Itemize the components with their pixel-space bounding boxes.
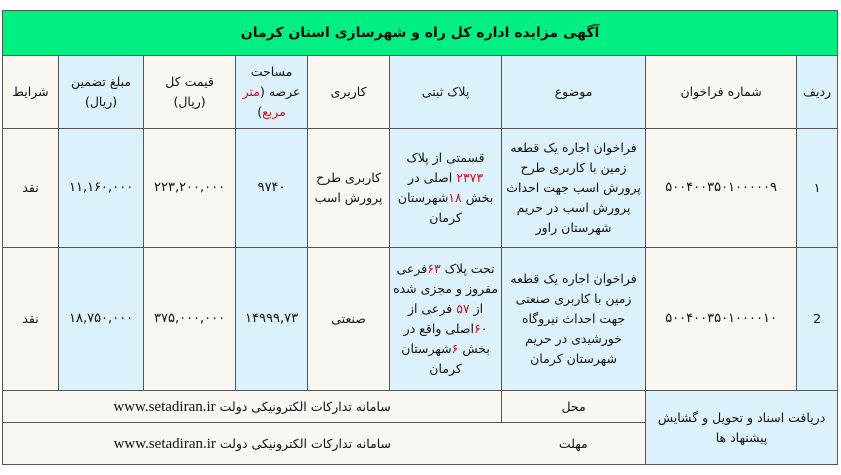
plaque-number: ۵۷ [456, 301, 470, 316]
place-text: سامانه تدارکات الکترونیکی دولت [219, 398, 391, 414]
deposit-unit: (ریال) [84, 94, 118, 109]
deposit: ۱۱,۱۶۰,۰۰۰ [59, 129, 144, 248]
table-row [3, 248, 838, 391]
header-total-price [144, 56, 236, 129]
plaque-text: شهرستان کرمان [397, 190, 462, 225]
plaque-text: فرعی از [407, 301, 457, 316]
subject: فراخوان اجاره یک قطعه زمین با کاربری طرح پرورش اسب جهت احداث پرورش اسب در حریم شهرستان راور [502, 129, 646, 248]
footer-label: دریافت اسناد و تحویل و گشایش پیشنهاد ها [646, 391, 838, 465]
subject: فراخوان اجاره یک قطعه زمین با کاربری صنعتی جهت احداث نیروگاه خورشیدی در حریم شهرستان کرمان [502, 248, 646, 391]
footer-row-place [3, 391, 838, 423]
row-number: ۱ [797, 129, 838, 248]
plaque-number: ۲۳۷۳ [456, 170, 484, 185]
total-price-unit: (ریال) [173, 94, 206, 109]
area-label: مساحت [250, 64, 293, 79]
area-unit: متر مربع [242, 84, 286, 119]
auction-table [2, 10, 838, 465]
header-row-number: ردیف [797, 56, 838, 129]
terms: نقد [3, 129, 59, 248]
row-number: 2 [797, 248, 838, 391]
notice-title: آگهی مزایده اداره کل راه و شهرسازی استان کرمان [3, 11, 838, 56]
area-close: ) [257, 104, 263, 119]
plaque-text: اصلی در بخش [408, 170, 494, 205]
total-price: ۲۲۳,۲۰۰,۰۰۰ [144, 129, 236, 248]
deadline-value [3, 423, 502, 465]
header-row [3, 56, 838, 129]
plaque-text: فرعی مفروز و مجزی شده از [393, 261, 499, 316]
area: ۹۷۴۰ [236, 129, 308, 248]
plaque-number: ۶ [451, 341, 459, 356]
plaque-number: ۶۳ [427, 261, 441, 276]
plaque-text: اصلی واقع در بخش [403, 321, 490, 356]
area-label-2: عرصه ( [259, 84, 301, 99]
total-price: ۳۷۵,۰۰۰,۰۰۰ [144, 248, 236, 391]
usage: کاربری طرح پرورش اسب [308, 129, 390, 248]
deadline-url[interactable]: www.setadiran.ir [113, 435, 216, 452]
table-row [3, 129, 838, 248]
place-value [3, 391, 502, 423]
plaque-text: قسمتی از پلاک [406, 150, 485, 165]
plaque-text: تحت پلاک [440, 261, 495, 276]
header-subject: موضوع [502, 56, 646, 129]
plaque-number: ۶۰ [474, 321, 488, 336]
header-area [236, 56, 308, 129]
call-number: ۵۰۰۴۰۰۳۵۰۱۰۰۰۰۱۰ [646, 248, 797, 391]
deadline-label: مهلت [502, 423, 646, 465]
header-terms: شرایط [3, 56, 59, 129]
header-usage: کاربری [308, 56, 390, 129]
place-label: محل [502, 391, 646, 423]
plaque-number: ۱۸ [448, 190, 462, 205]
total-price-label: قیمت کل [165, 74, 214, 89]
header-deposit [59, 56, 144, 129]
plaque [390, 248, 502, 391]
usage: صنعتی [308, 248, 390, 391]
header-call-number: شماره فراخوان [646, 56, 797, 129]
plaque [390, 129, 502, 248]
plaque-text: شهرستان کرمان [401, 341, 462, 376]
place-url[interactable]: www.setadiran.ir [113, 398, 216, 415]
deposit: ۱۸,۷۵۰,۰۰۰ [59, 248, 144, 391]
auction-notice [2, 10, 837, 465]
header-plaque: پلاک ثبتی [390, 56, 502, 129]
deadline-text: سامانه تدارکات الکترونیکی دولت [219, 435, 391, 451]
area: ۱۴۹۹۹,۷۳ [236, 248, 308, 391]
deposit-label: مبلغ تضمین [71, 74, 132, 89]
call-number: ۵۰۰۴۰۰۳۵۰۱۰۰۰۰۰۹ [646, 129, 797, 248]
terms: نقد [3, 248, 59, 391]
